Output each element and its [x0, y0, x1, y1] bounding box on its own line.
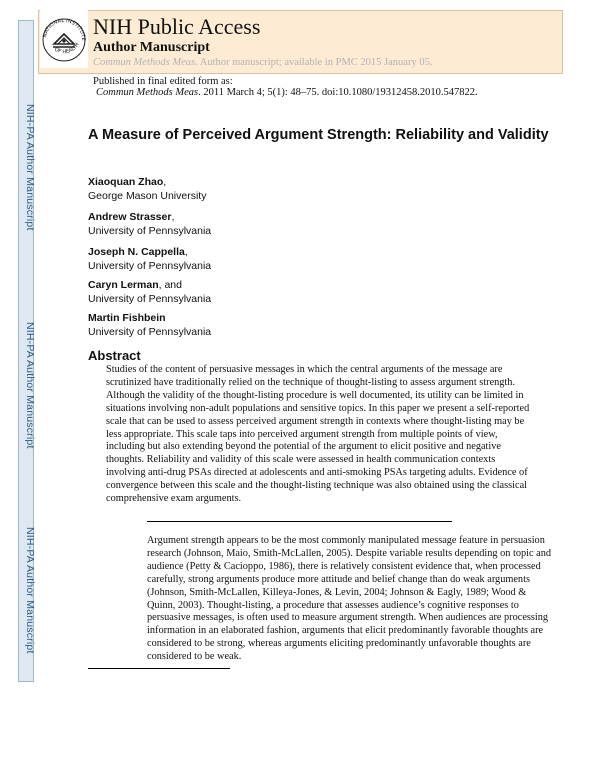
- author-suffix: ,: [171, 211, 175, 223]
- footnote-divider: [88, 668, 230, 669]
- header-subtitle: Author Manuscript: [93, 40, 210, 55]
- side-label: NIH-PA Author Manuscript: [24, 321, 36, 449]
- svg-text:NATIONAL INSTITUTES: [40, 10, 86, 41]
- author-name: Caryn Lerman: [88, 279, 159, 291]
- availability-text: . Author manuscript; available in PMC 2015 January 05.: [195, 57, 433, 68]
- header-title: NIH Public Access: [93, 14, 261, 39]
- nih-logo-icon: [40, 10, 88, 68]
- author-name: Xiaoquan Zhao: [88, 176, 164, 188]
- author-affiliation: University of Pennsylvania: [88, 293, 212, 305]
- citation-journal: Commun Methods Meas: [96, 87, 199, 98]
- logo-text-top: NATIONAL INSTITUTE: [42, 17, 87, 41]
- side-label: NIH-PA Author Manuscript: [24, 526, 36, 654]
- author-block: [88, 278, 211, 306]
- author-affiliation: University of Pennsylvania: [88, 225, 212, 237]
- author-block: [88, 311, 211, 339]
- divider: [147, 521, 452, 522]
- author-block: [88, 175, 206, 203]
- citation: [96, 87, 478, 98]
- availability-journal: Commun Methods Meas: [93, 57, 196, 68]
- author-affiliation: University of Pennsylvania: [88, 326, 212, 338]
- author-block: [88, 245, 211, 273]
- author-suffix: , and: [158, 279, 182, 291]
- author-name: Andrew Strasser: [88, 211, 172, 223]
- author-name: Joseph N. Cappella: [88, 246, 185, 258]
- paper-title: A Measure of Perceived Argument Strength: Reliability and Validity: [88, 127, 549, 143]
- citation-details: . 2011 March 4; 5(1): 48–75. doi:10.1080/19312458.2010.547822.: [198, 87, 478, 98]
- published-note: Published in final edited form as:: [93, 76, 233, 87]
- author-block: [88, 210, 211, 238]
- author-suffix: ,: [163, 176, 167, 188]
- intro-paragraph: Argument strength appears to be the most commonly manipulated message feature in persuasion research (Johnson, Maio, Smith-McLallen, 2005). Despite variable results depending on topic and audience (Petty & Cacioppo, 1986), there is relatively consistent evidence that, when processed carefully, strong arguments produce more attitude and belief change than do weak arguments (Johnson, Smith-McLallen, Killeya-Jones, & Levin, 2004; Johnson & Eagly, 1989; Wood & Quinn, 2003). Thought-listing, a procedure that assesses audience’s cognitive responses to persuasive messages, is often used to measure argument strength. When audiences are processing information in an elaborated fashion, arguments that elicit predominantly favorable thoughts are considered to be strong, whereas arguments eliciting predominantly unfavorable thoughts are considered to be weak.: [147, 535, 552, 663]
- side-label: NIH-PA Author Manuscript: [24, 103, 36, 231]
- author-name: Martin Fishbein: [88, 312, 166, 324]
- author-affiliation: George Mason University: [88, 190, 207, 202]
- author-suffix: ,: [184, 246, 188, 258]
- logo-text-bottom: OF HEALTH: [53, 41, 81, 56]
- availability-note: [93, 57, 432, 68]
- author-affiliation: University of Pennsylvania: [88, 260, 212, 272]
- abstract-text: Studies of the content of persuasive messages in which the central arguments of the message are scrutinized have traditionally relied on the technique of thought-listing to assess argument strength. Although the validity of the thought-listing procedure is well documented, its utility can be limited in situations involving non-adult populations and sensitive topics. In this paper we present a self-reported scale that can be used to assess perceived argument strength in contexts where thought-listing may be less appropriate. This scale taps into perceived argument strength from multiple points of view, including but also extending beyond the potential of the argument to elicit positive and negative thoughts. Reliability and validity of this scale were assessed in health communication contexts involving anti-drug PSAs directed at adolescents and anti-smoking PSAs targeting adults. Evidence of convergence between this scale and the thought-listing technique was also obtained using the classical comprehensive exam arguments.: [106, 364, 530, 505]
- abstract-heading: Abstract: [88, 348, 141, 363]
